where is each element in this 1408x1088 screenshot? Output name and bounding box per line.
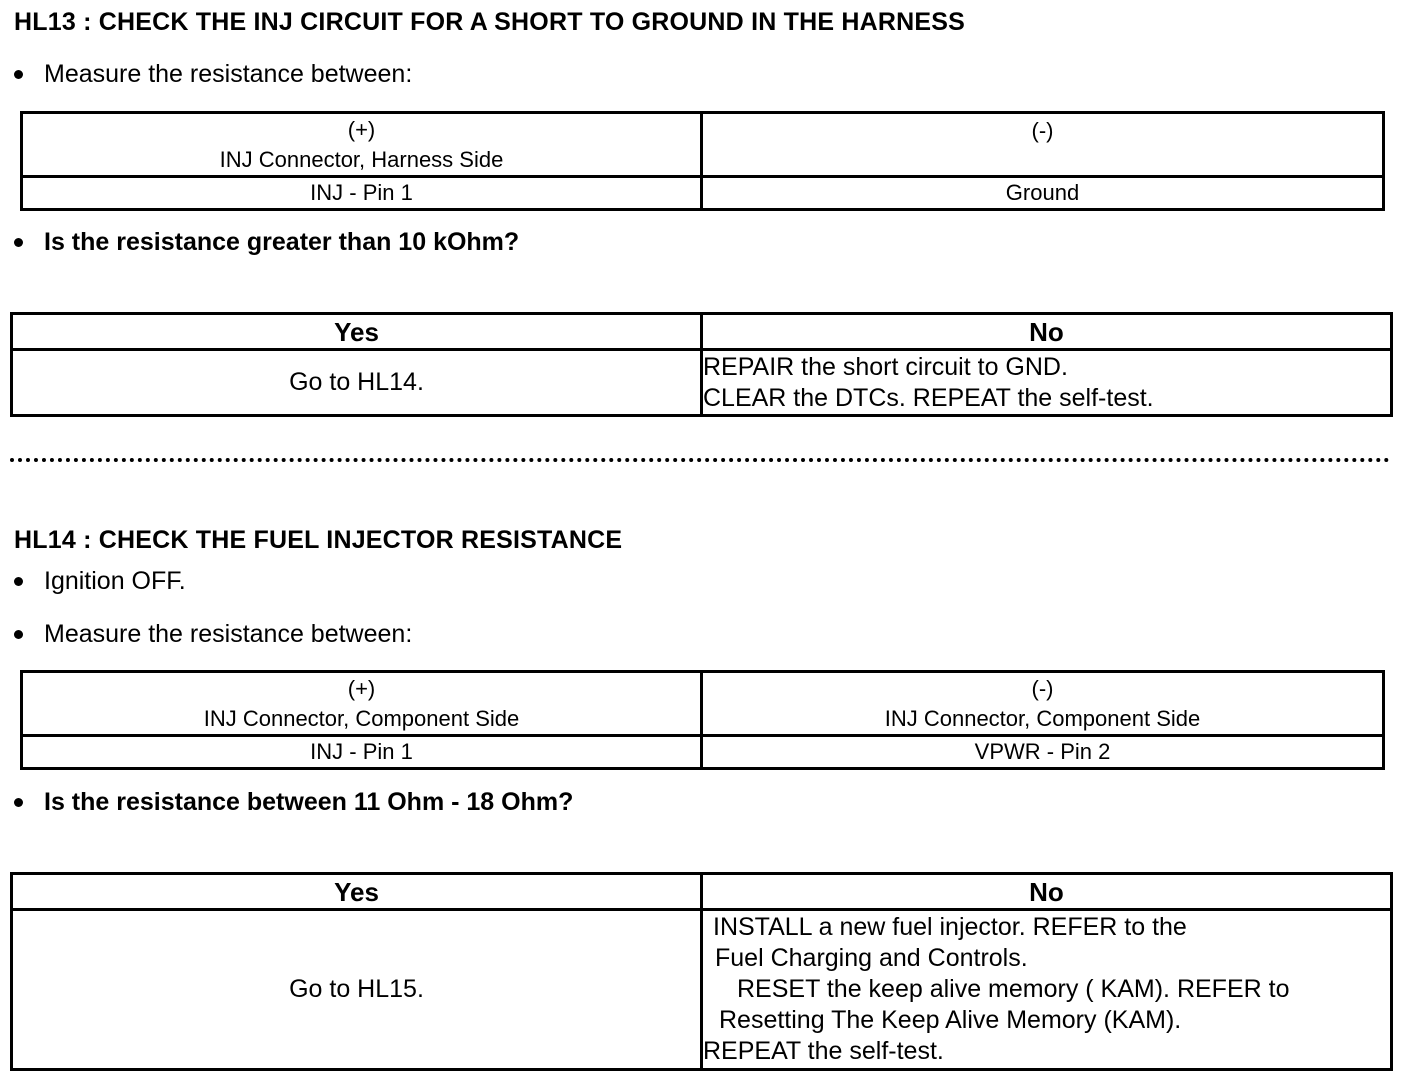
hl13-yes-header: Yes (12, 314, 702, 350)
bullet-icon (14, 798, 23, 807)
hl14-yes-header: Yes (12, 874, 702, 910)
bullet-icon (14, 70, 23, 79)
bullet-icon (14, 577, 23, 586)
hl13-title: HL13 : CHECK THE INJ CIRCUIT FOR A SHORT TO GROUND IN THE HARNESS (14, 8, 966, 36)
hl14-pos-desc: INJ Connector, Component Side (203, 705, 520, 731)
bullet-icon (14, 238, 23, 247)
hl14-title: HL14 : CHECK THE FUEL INJECTOR RESISTANCE (14, 526, 623, 554)
hl13-pos-desc: INJ Connector, Harness Side (219, 146, 504, 172)
hl13-question: Is the resistance greater than 10 kOhm? (44, 228, 520, 256)
hl14-pos-pin: INJ - Pin 1 (22, 736, 702, 769)
hl13-no-line-2: CLEAR the DTCs. REPEAT the self-test. (703, 383, 1154, 412)
hl13-yes-action: Go to HL14. (12, 350, 702, 416)
hl14-step1-text: Ignition OFF. (44, 567, 186, 595)
hl14-question: Is the resistance between 11 Ohm - 18 Ohm? (44, 788, 574, 816)
hl13-result-table (10, 312, 1393, 417)
hl13-pos-label: (+) (347, 116, 376, 142)
hl14-question-step (14, 788, 573, 817)
hl13-no-line-1: REPAIR the short circuit to GND. (703, 352, 1068, 381)
hl14-measure-table (20, 670, 1385, 770)
hl14-neg-label: (-) (1031, 675, 1054, 701)
bullet-icon (14, 630, 23, 639)
hl14-ignition-step (14, 567, 186, 596)
hl13-pos-pin: INJ - Pin 1 (22, 177, 702, 210)
hl14-measure-step (14, 620, 412, 649)
hl14-no-line-5: REPEAT the self-test. (703, 1037, 944, 1065)
hl14-no-action (702, 910, 1392, 1070)
hl14-no-line-2: Fuel Charging and Controls. (715, 944, 1028, 972)
hl13-neg-label: (-) (1031, 118, 1054, 143)
hl14-no-line-3: RESET the keep alive memory ( KAM). REFER to (737, 975, 1290, 1003)
hl14-measure-text: Measure the resistance between: (44, 620, 413, 648)
hl14-neg-pin: VPWR - Pin 2 (702, 736, 1384, 769)
hl13-no-action (702, 350, 1392, 416)
hl14-no-line-4: Resetting The Keep Alive Memory (KAM). (719, 1006, 1182, 1034)
hl14-pos-label: (+) (347, 675, 376, 701)
hl14-no-header: No (702, 874, 1392, 910)
hl13-no-header: No (702, 314, 1392, 350)
hl14-neg-header-cell (702, 672, 1384, 736)
hl14-neg-desc: INJ Connector, Component Side (884, 705, 1201, 731)
hl13-neg-header-cell (702, 113, 1384, 177)
hl13-measure-table (20, 111, 1385, 211)
hl14-no-line-1: INSTALL a new fuel injector. REFER to the (713, 913, 1187, 941)
hl13-pos-header-cell (22, 113, 702, 177)
hl14-yes-action: Go to HL15. (12, 910, 702, 1070)
hl14-pos-header-cell (22, 672, 702, 736)
hl13-neg-pin: Ground (702, 177, 1384, 210)
section-divider (10, 458, 1390, 462)
hl13-measure-text: Measure the resistance between: (44, 60, 413, 88)
hl14-result-table (10, 872, 1393, 1071)
hl13-measure-step (14, 60, 412, 89)
hl13-question-step (14, 228, 519, 257)
